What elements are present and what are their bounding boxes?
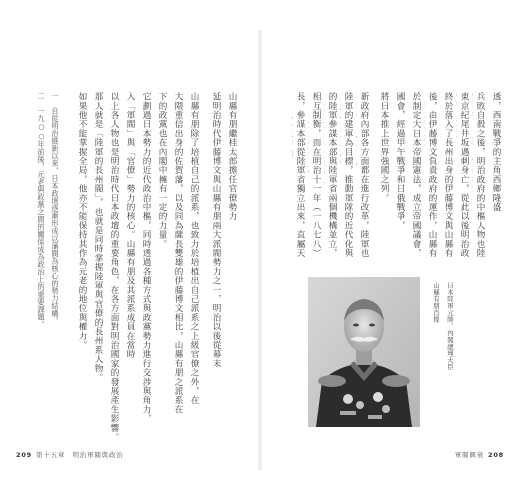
left-body-col-6: 它劃過日本勢力的近代政治中樞，同時透過各種方式與政黨勢力進行交涉與角力， — [141, 92, 151, 424]
portrait-photo-graphic — [308, 277, 420, 427]
right-body-col-5: 後，由伊藤博文負責政府的運作，山縣有 — [427, 92, 437, 258]
right-body-col-13: 長，參謀本部從陸軍省獨立出來，直屬天 — [295, 92, 305, 258]
left-page-number: 209 — [16, 451, 32, 459]
right-body-col-9: 新政府內部各方面都在進行改革，陸軍也 — [359, 92, 369, 258]
right-body-col-2: 兵敗自殺之後，明治政府的中樞人物也陸 — [475, 92, 485, 258]
left-folio — [16, 450, 124, 459]
right-body-col-4: 終於落入了長州出身的伊藤博文與山縣有 — [443, 92, 453, 258]
right-body-col-6: 於制定大日本帝國憲法，成立帝國議會， — [411, 92, 421, 258]
right-body-col-10: 陸軍的建軍為目標，推動軍隊的近代化與 — [343, 92, 353, 258]
left-running-head: 第十五章 明治軍閥與政治 — [35, 451, 124, 459]
photo-caption-1: 山縣有朋肖像 — [432, 282, 440, 323]
left-body-col-8: 以上各人物也是明治時代日本政壇的重要角色，在各方面對明治國家的發展產生影響。 — [109, 92, 119, 442]
right-page — [260, 0, 520, 500]
left-body-col-9: 那人就是「陸軍的長州閥」，也就是同時掌握陸軍與官僚的長州系人物。 — [93, 92, 103, 383]
right-body-col-12: 相互制衡，而在明治十一年（一八七八） — [311, 92, 321, 258]
left-body-col-7: 入「軍閥」與「官僚」勢力的核心。山縣有朋及其派系成員在當時 — [125, 92, 135, 359]
right-body-col-1: 透，西南戰爭的主角西鄉隆盛 — [491, 92, 501, 212]
right-body-col-7: 國會，經過甲午戰爭和日俄戰爭， — [395, 92, 405, 230]
right-running-head: 軍閥興衰 — [454, 451, 485, 459]
portrait-photo — [308, 277, 420, 427]
left-body-col-4: 大隈重信出身的佐賀藩，以及同為薩長雙雄的伊藤博文相比，山縣有朋之派系在 — [173, 92, 183, 414]
left-body-col-2: 延明治時代伊藤博文與山縣有朋兩大派閥勢力之一，明治以後從幕末 — [211, 92, 221, 368]
left-body-col-1: 山縣有朋繼桂太郎擔任官僚勢力 — [227, 92, 237, 221]
right-body-col-11: 的陸軍參謀本部與陸軍省兩個機構並立， — [327, 92, 337, 258]
left-body-col-3: 山縣有朋除了培植自己的派系，也致力於培植出自己派系之上級官僚之外，在 — [189, 92, 199, 405]
right-body-col-3: 東京紀尾井坂遇刺身亡，從此以後明治政 — [459, 92, 469, 258]
left-body-col-5: 下的政黨也在內閣中擁有一定的力量。 — [157, 92, 167, 249]
right-folio — [455, 450, 504, 459]
photo-caption-2: 日本陸軍元帥、內閣總理大臣 — [446, 282, 454, 371]
right-page-number: 208 — [488, 451, 504, 459]
footnote-2: 二 一九○○年前後，元老與政黨之間的關係成為政治上的重要課題。 — [37, 92, 46, 329]
right-body-col-8: 將日本推上世界強國之列。 — [379, 92, 389, 203]
left-body-col-10: 如果他不能掌握全局，他亦不能保持其作為元老的地位與權力。 — [77, 92, 87, 350]
footnote-1: 一 自從明治維新以來，日本政壇逐漸形成以藩閥為核心的勢力結構。 — [51, 92, 60, 325]
